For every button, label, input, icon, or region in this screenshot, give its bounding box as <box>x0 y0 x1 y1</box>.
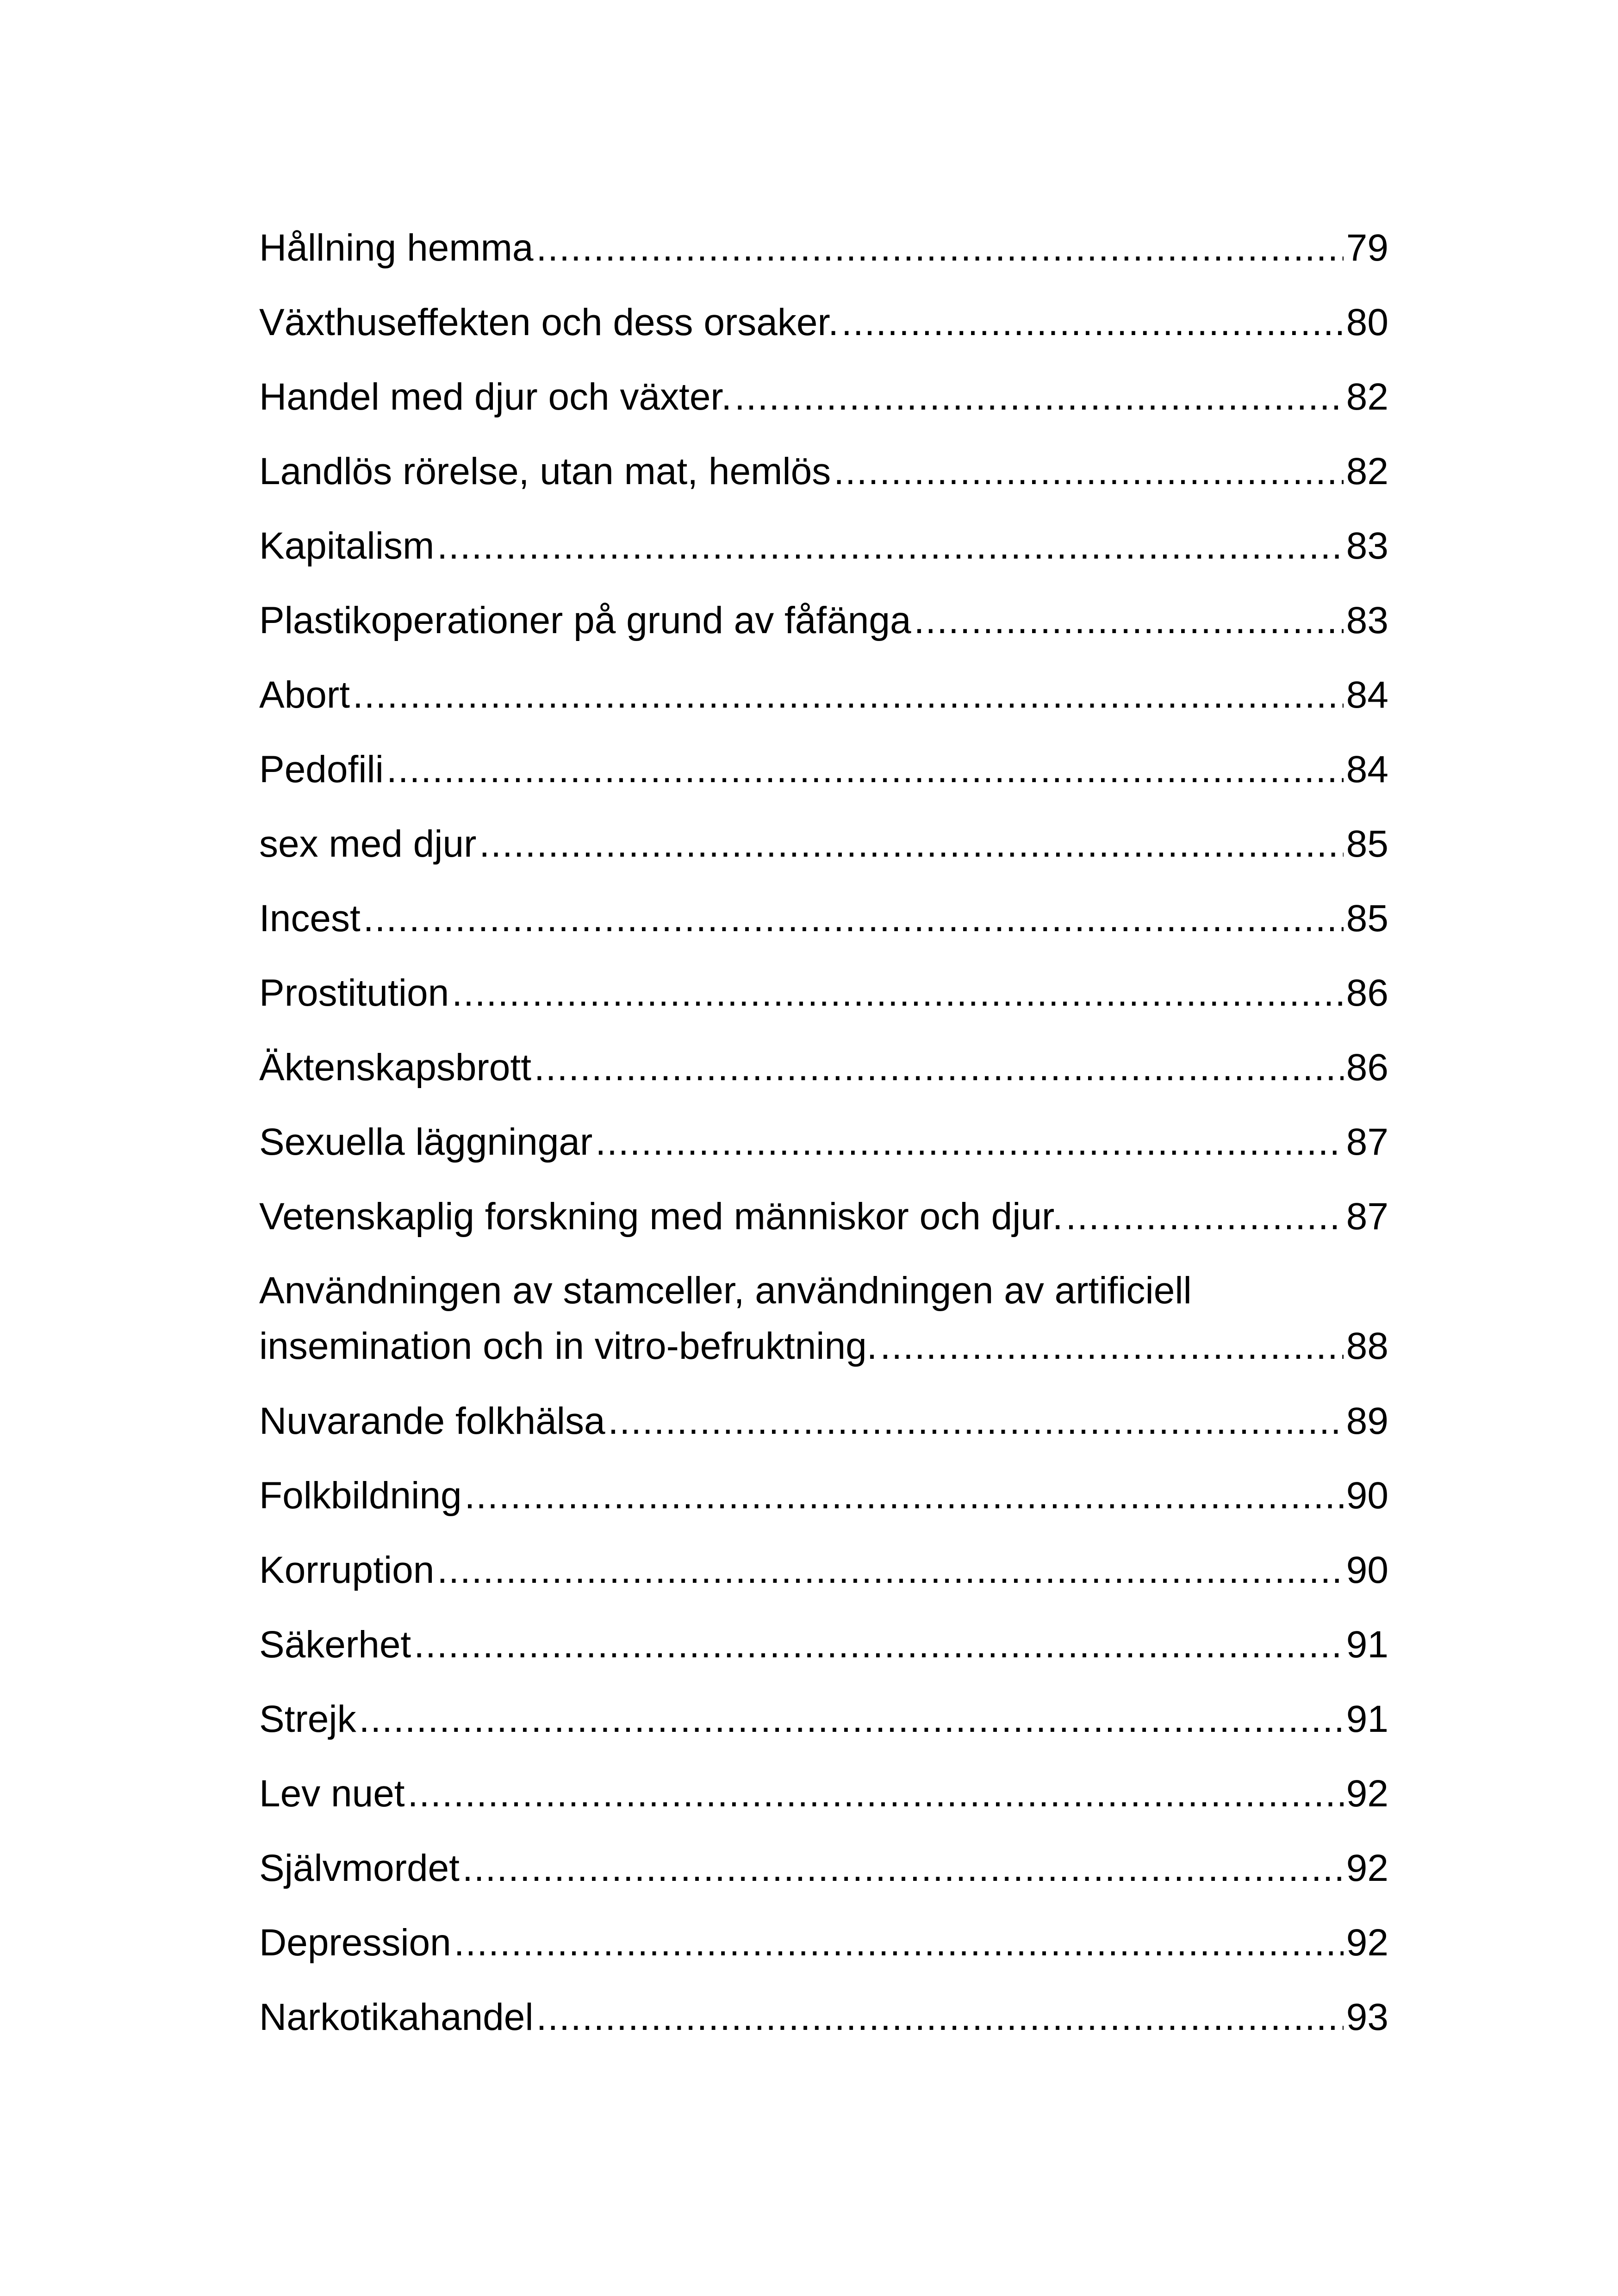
toc-entry[interactable] <box>259 881 1388 956</box>
toc-entry-title: Självmordet <box>259 1847 460 1889</box>
toc-entry-title-line2: insemination och in vitro-befruktning. <box>259 1325 877 1367</box>
toc-page-number: 93 <box>1346 1996 1388 2038</box>
toc-page-number: 85 <box>1346 823 1388 865</box>
toc-entry-title: Säkerhet <box>259 1624 411 1666</box>
toc-entry[interactable] <box>259 1905 1388 1980</box>
toc-dot-leader <box>595 1105 1343 1179</box>
toc-entry[interactable] <box>259 1682 1388 1756</box>
toc-page-number: 92 <box>1346 1847 1388 1889</box>
toc-dot-leader <box>534 1030 1344 1105</box>
toc-dot-leader <box>454 1905 1344 1980</box>
toc-entry[interactable] <box>259 1179 1388 1254</box>
toc-page-number: 86 <box>1346 972 1388 1014</box>
toc-dot-leader <box>465 1458 1344 1533</box>
toc-entry[interactable] <box>259 1384 1388 1458</box>
toc-dot-leader <box>437 1533 1343 1607</box>
toc-dot-leader <box>353 658 1344 732</box>
toc-page-number: 92 <box>1346 1773 1388 1815</box>
toc-entry[interactable] <box>259 583 1388 658</box>
toc-page-number: 87 <box>1346 1121 1388 1163</box>
toc-page-number: 82 <box>1346 376 1388 418</box>
toc-entry[interactable] <box>259 1254 1388 1384</box>
toc-page-number: 87 <box>1346 1195 1388 1238</box>
toc-dot-leader <box>386 732 1344 807</box>
toc-dot-leader <box>1066 1179 1344 1254</box>
toc-entry[interactable] <box>259 1105 1388 1179</box>
toc-page-number: 90 <box>1346 1549 1388 1591</box>
toc-entry[interactable] <box>259 1030 1388 1105</box>
toc-entry-title: Nuvarande folkhälsa <box>259 1400 605 1442</box>
toc-entry[interactable] <box>259 1607 1388 1682</box>
toc-entry-title: Incest <box>259 897 361 940</box>
toc-dot-leader <box>914 583 1344 658</box>
toc-dot-leader <box>536 211 1344 285</box>
toc-dot-leader <box>834 434 1344 509</box>
toc-entry[interactable] <box>259 732 1388 807</box>
toc-entry[interactable] <box>259 434 1388 509</box>
toc-entry[interactable] <box>259 1831 1388 1905</box>
toc-entry-title: Äktenskapsbrott <box>259 1046 531 1089</box>
toc-entry-title: Depression <box>259 1922 451 1964</box>
toc-entry[interactable] <box>259 658 1388 732</box>
toc-dot-leader <box>536 1980 1344 2054</box>
toc-page-number: 86 <box>1346 1046 1388 1089</box>
toc-page-number: 85 <box>1346 897 1388 940</box>
toc-entry[interactable] <box>259 285 1388 360</box>
toc-entry-title: Kapitalism <box>259 525 435 567</box>
toc-dot-leader <box>363 881 1344 956</box>
toc-page-number: 80 <box>1346 301 1388 343</box>
toc-page-number: 88 <box>1346 1325 1388 1367</box>
toc-page-number: 83 <box>1346 599 1388 641</box>
toc-dot-leader <box>841 285 1344 360</box>
toc-dot-leader <box>734 360 1344 434</box>
toc-entry-title: Landlös rörelse, utan mat, hemlös <box>259 450 831 492</box>
toc-entry-line2 <box>259 1319 1388 1374</box>
toc-entry-title: Abort <box>259 674 350 716</box>
toc-entry[interactable] <box>259 1980 1388 2054</box>
toc-dot-leader <box>437 509 1344 583</box>
toc-dot-leader <box>408 1756 1344 1831</box>
toc-entry-title: Hållning hemma <box>259 227 534 269</box>
toc-dot-leader <box>414 1607 1344 1682</box>
toc-entry-title: Narkotikahandel <box>259 1996 534 2038</box>
toc-entry-title: sex med djur <box>259 823 477 865</box>
toc-page-number: 91 <box>1346 1624 1388 1666</box>
toc-dot-leader <box>479 807 1343 881</box>
toc-dot-leader <box>462 1831 1344 1905</box>
toc-page-number: 83 <box>1346 525 1388 567</box>
toc-entry-title: Korruption <box>259 1549 435 1591</box>
toc-page-number: 90 <box>1346 1475 1388 1517</box>
toc-entry[interactable] <box>259 211 1388 285</box>
toc-page-number: 84 <box>1346 674 1388 716</box>
toc-entry-title: Växthuseffekten och dess orsaker. <box>259 301 839 343</box>
toc-entry-title-line1: Användningen av stamceller, användningen av artificiell <box>259 1269 1192 1312</box>
toc-dot-leader <box>359 1682 1344 1756</box>
toc-page-number: 82 <box>1346 450 1388 492</box>
toc-entry-title: Strejk <box>259 1698 356 1740</box>
toc-page-number: 91 <box>1346 1698 1388 1740</box>
toc-entry-title: Plastikoperationer på grund av fåfänga <box>259 599 911 641</box>
toc-page-number: 84 <box>1346 748 1388 790</box>
toc-entry[interactable] <box>259 1756 1388 1831</box>
toc-entry-title: Handel med djur och växter. <box>259 376 732 418</box>
toc-entry[interactable] <box>259 807 1388 881</box>
toc-page-number: 89 <box>1346 1400 1388 1442</box>
toc-entry[interactable] <box>259 1533 1388 1607</box>
toc-entry[interactable] <box>259 509 1388 583</box>
toc-entry[interactable] <box>259 1458 1388 1533</box>
toc-entry-title: Vetenskaplig forskning med människor och djur. <box>259 1195 1063 1238</box>
toc-dot-leader <box>880 1319 1343 1374</box>
toc-entry-title: Folkbildning <box>259 1475 462 1517</box>
toc-dot-leader <box>452 956 1344 1030</box>
toc-entry-title: Lev nuet <box>259 1773 405 1815</box>
toc-dot-leader <box>608 1384 1344 1458</box>
toc-entry[interactable] <box>259 360 1388 434</box>
table-of-contents <box>259 211 1388 2054</box>
toc-page-number: 92 <box>1346 1922 1388 1964</box>
toc-entry-title: Pedofili <box>259 748 384 790</box>
toc-entry[interactable] <box>259 956 1388 1030</box>
toc-entry-title: Sexuella läggningar <box>259 1121 593 1163</box>
toc-entry-title: Prostitution <box>259 972 449 1014</box>
toc-page-number: 79 <box>1346 227 1388 269</box>
